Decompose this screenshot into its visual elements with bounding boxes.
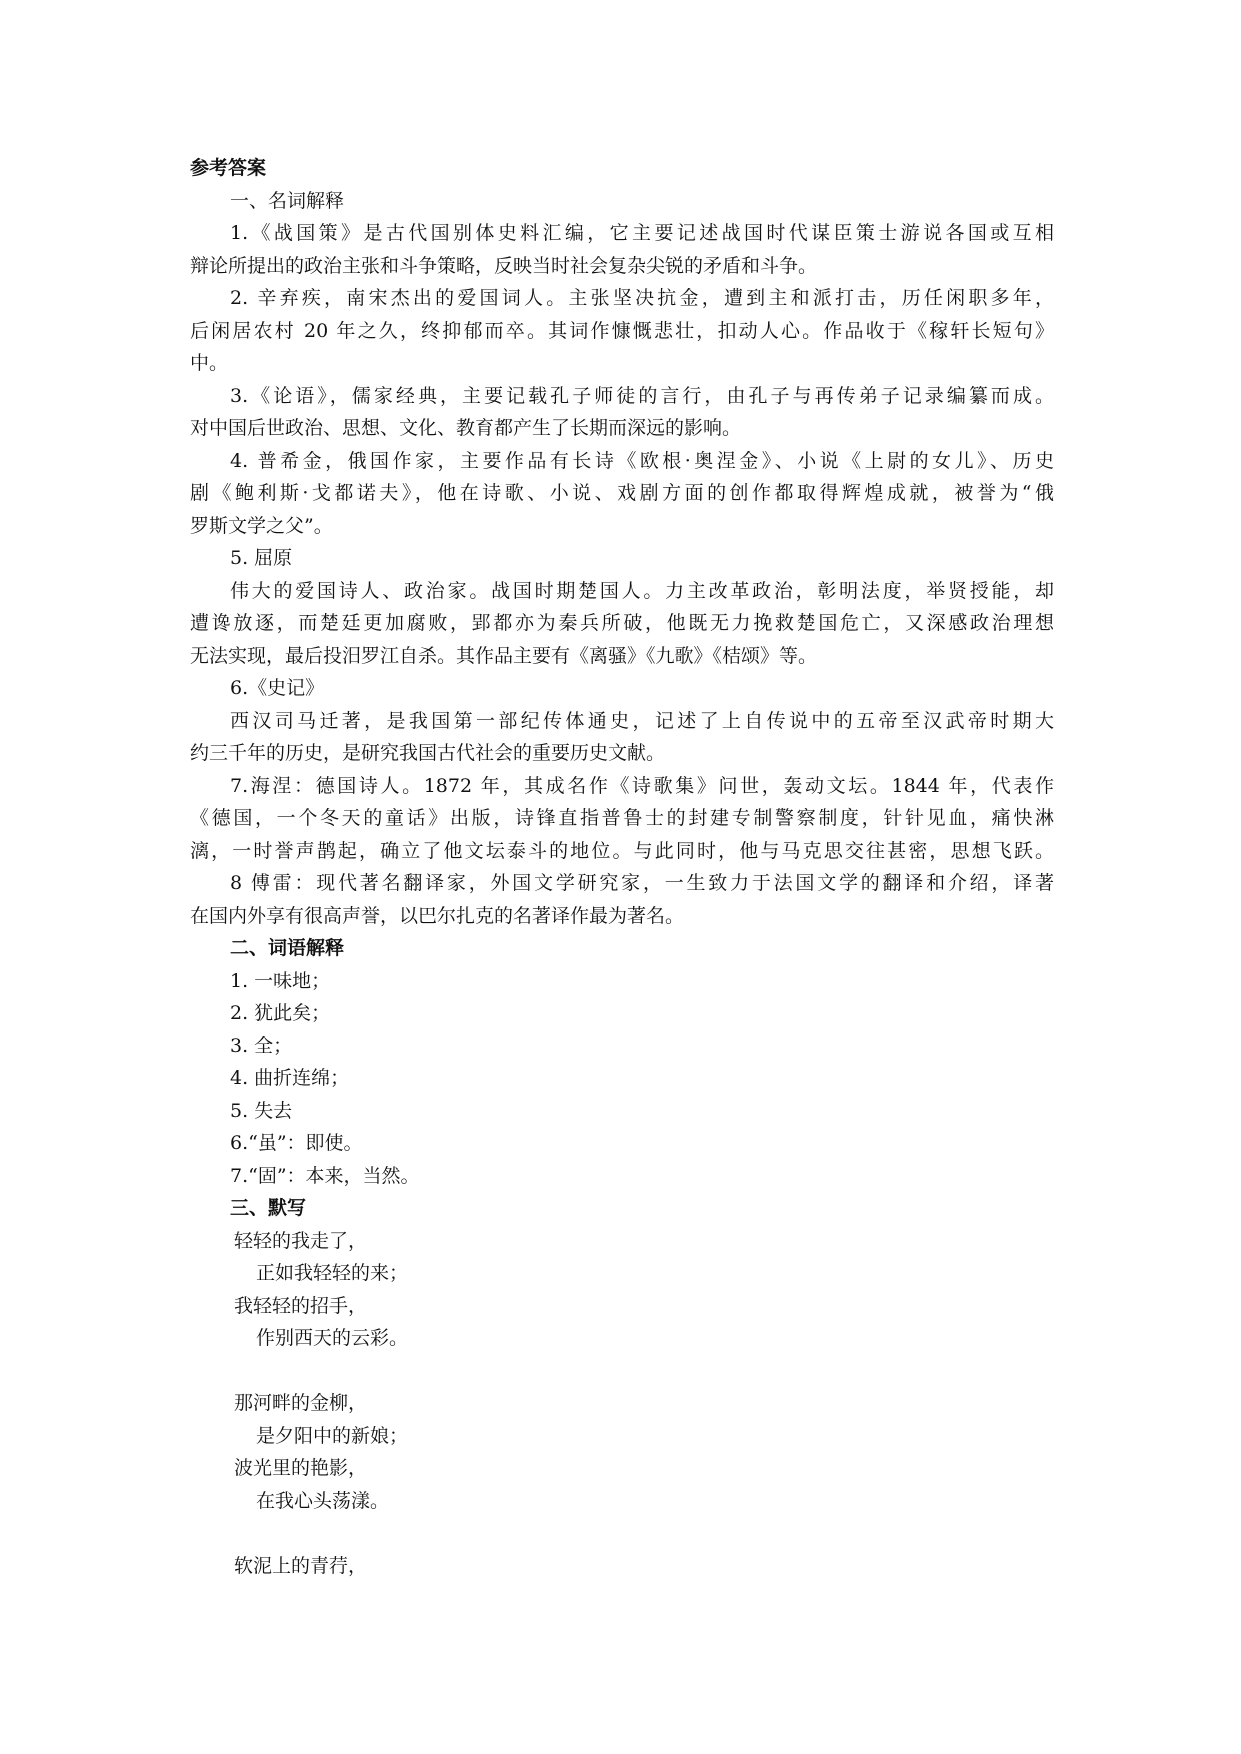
section-heading-terms: 一、名词解释	[230, 189, 345, 212]
paragraph-line: 《德国，一个冬天的童话》出版，诗锋直指普鲁士的封建专制警察制度，针针见血，痛快淋	[190, 807, 1054, 829]
paragraph-line: 伟大的爱国诗人、政治家。战国时期楚国人。力主改革政治，彰明法度，举贤授能，却	[230, 579, 1054, 602]
paragraph-line: 8 傅雷：现代著名翻译家，外国文学研究家，一生致力于法国文学的翻译和介绍，译著	[230, 872, 1054, 894]
answer-content	[190, 152, 1054, 1582]
section-heading-dictation: 三、默写	[230, 1197, 307, 1219]
poem-line: 正如我轻轻的来；	[256, 1262, 409, 1284]
list-item: 2. 犹此矣；	[230, 1002, 331, 1024]
list-item: 6.“虽”：即使。	[230, 1132, 363, 1154]
poem-line: 是夕阳中的新娘；	[256, 1424, 409, 1447]
paragraph-line: 辩论所提出的政治主张和斗争策略，反映当时社会复杂尖锐的矛盾和斗争。	[190, 254, 818, 277]
paragraph-line: 漓，一时誉声鹊起，确立了他文坛泰斗的地位。与此同时，他与马克思交往甚密，思想飞跃。	[190, 839, 1054, 862]
paragraph-line: 遭谗放逐，而楚廷更加腐败，郢都亦为秦兵所破，他既无力挽救楚国危亡，又深感政治理想	[190, 612, 1054, 634]
paragraph-line: 中。	[190, 352, 229, 374]
paragraph-line: 在国内外享有很高声誉，以巴尔扎克的名著译作最为著名。	[190, 904, 685, 927]
paragraph-line: 7.海涅：德国诗人。1872 年，其成名作《诗歌集》问世，轰动文坛。1844 年，代表作	[230, 774, 1054, 797]
paragraph-line: 2. 辛弃疾，南宋杰出的爱国词人。主张坚决抗金，遭到主和派打击，历任闲职多年，	[230, 287, 1054, 309]
poem-line: 在我心头荡漾。	[256, 1489, 390, 1512]
document-title: 参考答案	[190, 157, 267, 179]
list-item: 4. 曲折连绵；	[230, 1067, 350, 1089]
paragraph-line: 5. 屈原	[230, 547, 293, 569]
paragraph-line: 约三千年的历史，是研究我国古代社会的重要历史文献。	[190, 742, 666, 764]
poem-line: 作别西天的云彩。	[256, 1327, 409, 1349]
paragraph-line: 西汉司马迁著，是我国第一部纪传体通史，记述了上自传说中的五帝至汉武帝时期大	[230, 709, 1054, 732]
stanza-gap	[190, 1517, 1054, 1550]
list-item: 7.“固”：本来，当然。	[230, 1164, 420, 1187]
poem-line: 我轻轻的招手，	[234, 1294, 368, 1317]
poem-line: 那河畔的金柳，	[234, 1392, 368, 1414]
poem-line: 轻轻的我走了，	[234, 1229, 368, 1252]
paragraph-line: 无法实现，最后投汨罗江自杀。其作品主要有《离骚》《九歌》《桔颂》等。	[190, 644, 818, 667]
section-heading-words: 二、词语解释	[230, 937, 345, 959]
list-item: 1. 一味地；	[230, 969, 331, 992]
paragraph-line: 3.《论语》，儒家经典，主要记载孔子师徒的言行，由孔子与再传弟子记录编纂而成。	[230, 384, 1054, 407]
paragraph-line: 1.《战国策》是古代国别体史料汇编，它主要记述战国时代谋臣策士游说各国或互相	[230, 222, 1054, 244]
paragraph-line: 6.《史记》	[230, 677, 325, 699]
paragraph-line: 后闲居农村 20 年之久，终抑郁而卒。其词作慷慨悲壮，扣动人心。作品收于《稼轩长短句》	[190, 319, 1054, 342]
stanza-gap	[190, 1355, 1054, 1388]
paragraph-line: 罗斯文学之父”。	[190, 514, 333, 537]
poem-line: 软泥上的青荇，	[234, 1554, 368, 1577]
list-item: 3. 全；	[230, 1034, 293, 1057]
paragraph-line: 剧《鲍利斯·戈都诺夫》，他在诗歌、小说、戏剧方面的创作都取得辉煌成就，被誉为“俄	[190, 482, 1054, 504]
poem-line: 波光里的艳影，	[234, 1457, 368, 1479]
list-item: 5. 失去	[230, 1099, 293, 1122]
paragraph-line: 对中国后世政治、思想、文化、教育都产生了长期而深远的影响。	[190, 417, 742, 439]
paragraph-line: 4. 普希金，俄国作家，主要作品有长诗《欧根·奥涅金》、小说《上尉的女儿》、历史	[230, 449, 1054, 472]
